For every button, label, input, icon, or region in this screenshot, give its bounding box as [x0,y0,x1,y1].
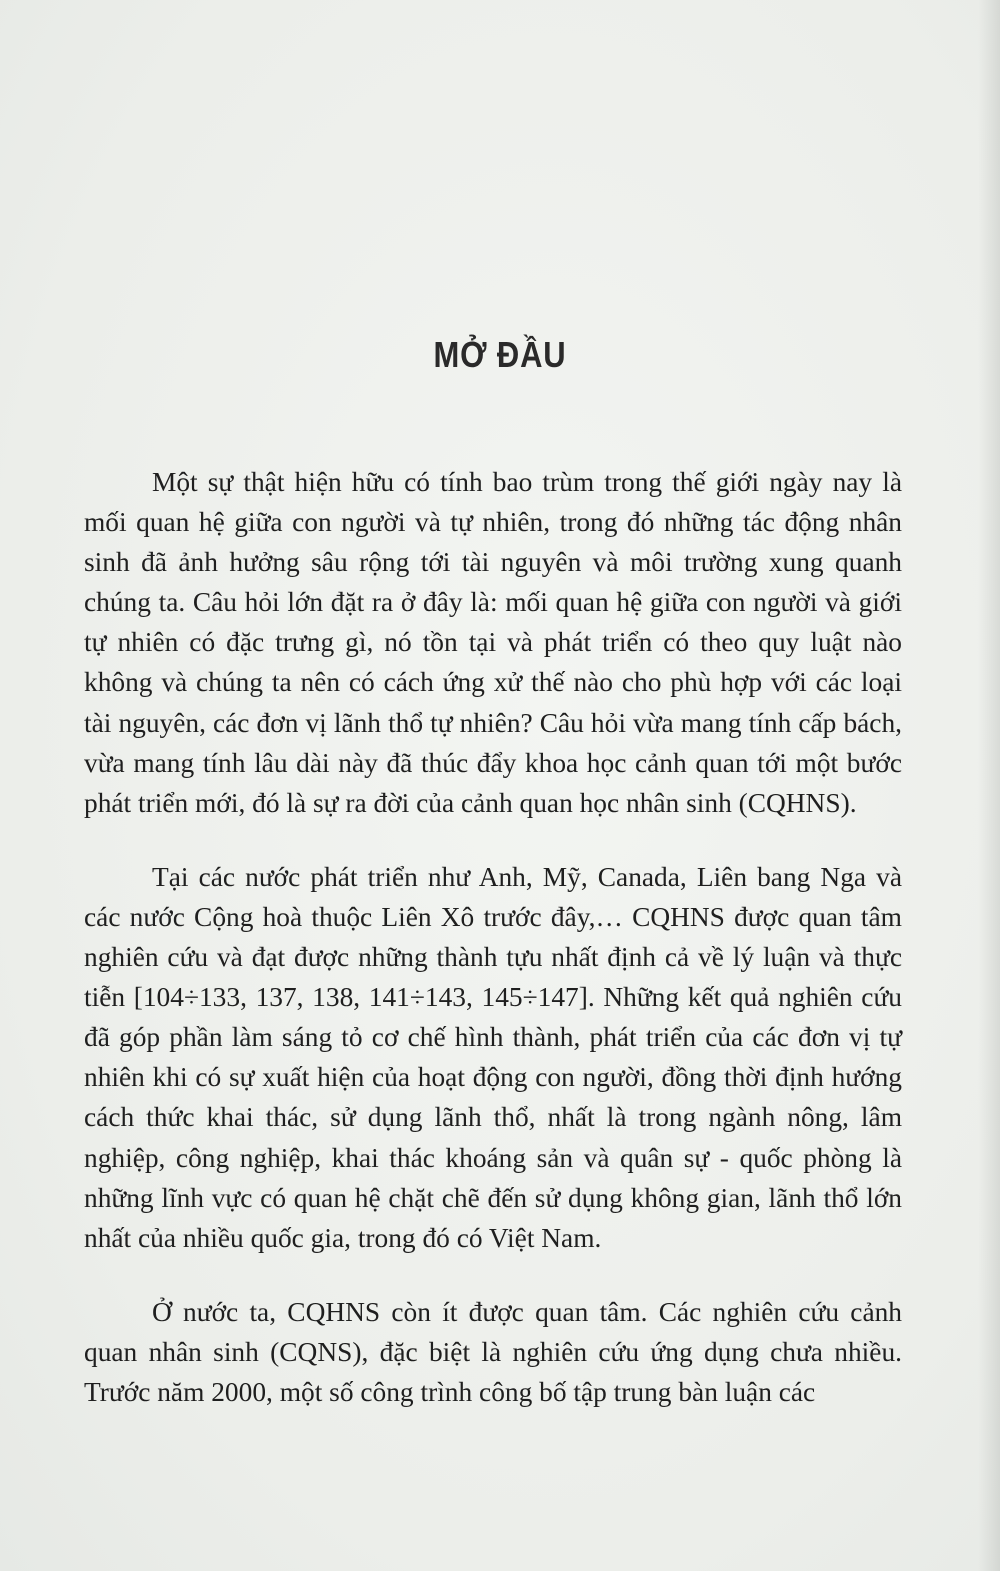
body-text [84,462,902,1412]
page-title: MỞ ĐẦU [433,334,567,375]
paragraph-2: Tại các nước phát triển như Anh, Mỹ, Canada, Liên bang Nga và các nước Cộng hoà thuộc Liên Xô trước đây,… CQHNS được quan tâm nghiên cứu và đạt được những thành tựu nhất định cả về lý luận và thực tiễn [104÷133, 137, 138, 141÷143, 145÷147]. Những kết quả nghiên cứu đã góp phần làm sáng tỏ cơ chế hình thành, phát triển của các đơn vị tự nhiên khi có sự xuất hiện của hoạt động con người, đồng thời định hướng cách thức khai thác, sử dụng lãnh thổ, nhất là trong ngành nông, lâm nghiệp, công nghiệp, khai thác khoáng sản và quân sự - quốc phòng là những lĩnh vực có quan hệ chặt chẽ đến sử dụng không gian, lãnh thổ lớn nhất của nhiều quốc gia, trong đó có Việt Nam. [84,861,902,1253]
paragraph-3: Ở nước ta, CQHNS còn ít được quan tâm. Các nghiên cứu cảnh quan nhân sinh (CQNS), đặc biệt là nghiên cứu ứng dụng chưa nhiều. Trước năm 2000, một số công trình công bố tập trung bàn luận các [84,1296,902,1407]
page-edge-shadow [978,0,1000,1571]
paragraph-1: Một sự thật hiện hữu có tính bao trùm trong thế giới ngày nay là mối quan hệ giữa con người và tự nhiên, trong đó những tác động nhân sinh đã ảnh hưởng sâu rộng tới tài nguyên và môi trường xung quanh chúng ta. Câu hỏi lớn đặt ra ở đây là: mối quan hệ giữa con người và giới tự nhiên có đặc trưng gì, nó tồn tại và phát triển có theo quy luật nào không và chúng ta nên có cách ứng xử thế nào cho phù hợp với các loại tài nguyên, các đơn vị lãnh thổ tự nhiên? Câu hỏi vừa mang tính cấp bách, vừa mang tính lâu dài này đã thúc đẩy khoa học cảnh quan tới một bước phát triển mới, đó là sự ra đời của cảnh quan học nhân sinh (CQHNS). [84,467,902,818]
